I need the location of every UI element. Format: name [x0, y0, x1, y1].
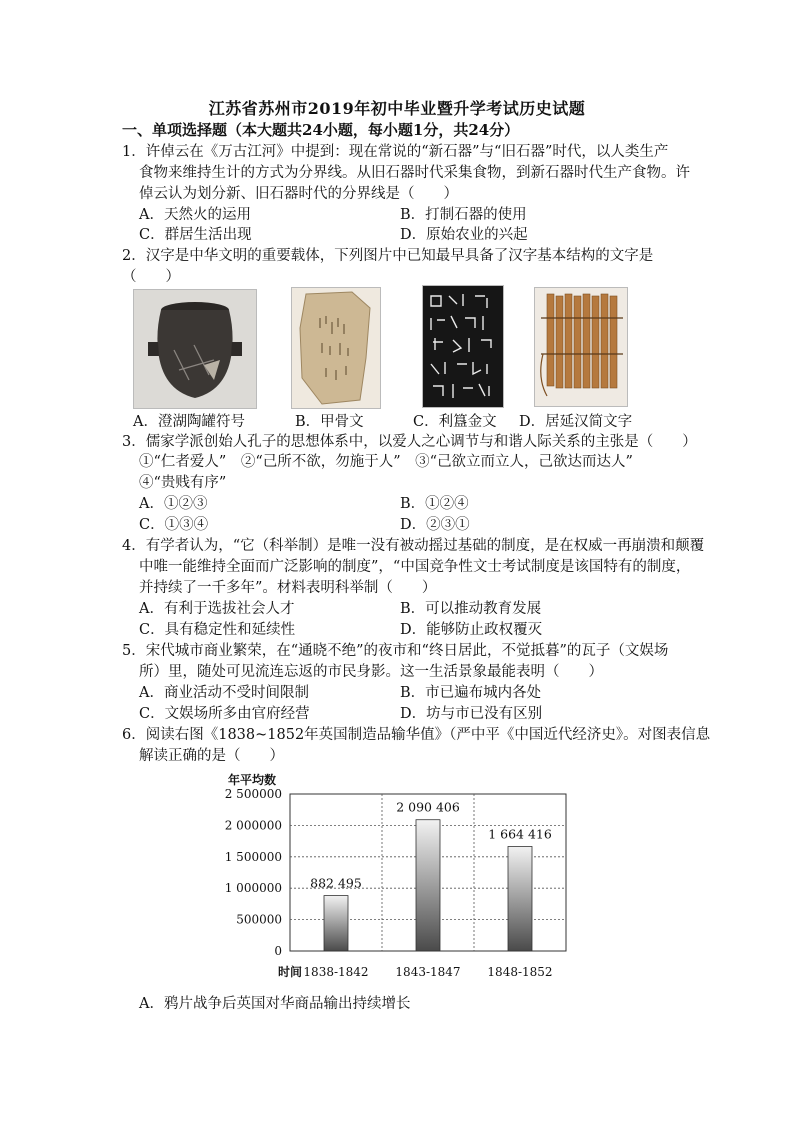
q5-option-d: D．坊与市已没有区别: [400, 706, 543, 722]
q4-option-a: A．有利于选拔社会人才: [139, 601, 295, 617]
q5-option-a: A．商业活动不受时间限制: [139, 685, 309, 701]
q1-option-a: A．天然火的运用: [139, 207, 251, 223]
q1-line-2: 食物来维持生计的方式为分界线。从旧石器时代采集食物，到新石器时代生产食物。许: [139, 165, 690, 181]
q6-line-2: 解读正确的是（ ）: [139, 748, 284, 764]
q1-line-3: 倬云认为划分新、旧石器时代的分界线是（ ）: [139, 186, 458, 202]
x-tick-label: 1838-1842: [303, 965, 369, 979]
y-tick-label: 2 500000: [224, 787, 282, 801]
q6-line-1: 6．阅读右图《1838~1852年英国制造品输华值》（严中平《中国近代经济史》。对图表信息: [122, 727, 711, 743]
export-value-chart: [220, 768, 590, 988]
pottery-jar-image: [133, 289, 257, 409]
oracle-bone-image: [291, 287, 381, 409]
y-tick-label: 500000: [236, 912, 282, 927]
q2-caption-a: A．澄湖陶罐符号: [133, 414, 245, 430]
y-tick-labels: [225, 787, 282, 958]
x-tick-labels: [303, 965, 552, 979]
q3-line-3: ④“贵贱有序”: [139, 475, 227, 491]
q2-line-1: 2．汉字是中华文明的重要载体，下列图片中已知最早具备了汉字基本结构的文字是: [122, 248, 654, 264]
bar-1848-1852: [508, 846, 532, 951]
q3-line-1: 3．儒家学派创始人孔子的思想体系中，以爱人之心调节与和谐人际关系的主张是（ ）: [122, 434, 697, 450]
han-bamboo-slips-image: [534, 287, 628, 407]
bronze-inscription-image: [422, 285, 504, 408]
q1-option-d: D．原始农业的兴起: [400, 227, 528, 243]
exam-title: 江苏省苏州市2019年初中毕业暨升学考试历史试题: [208, 99, 586, 118]
q5-option-b: B．市已遍布城内各处: [400, 685, 542, 701]
x-tick-label: 1848-1852: [487, 965, 553, 979]
chart-xlabel: 时间: [278, 965, 303, 979]
q2-caption-d: D．居延汉简文字: [519, 414, 633, 430]
q4-option-b: B．可以推动教育发展: [400, 601, 542, 617]
y-tick-label: 0: [274, 944, 282, 958]
q1-line-1: 1．许倬云在《万古江河》中提到：现在常说的“新石器”与“旧石器”时代，以人类生产: [122, 144, 669, 160]
q4-option-d: D．能够防止政权覆灭: [400, 622, 543, 638]
bar-value-label: 1 664 416: [488, 826, 552, 842]
q4-line-1: 4．有学者认为，“它（科举制）是唯一没有被动摇过基础的制度，是在权威一再崩溃和颠覆: [122, 538, 705, 554]
bar-value-label: 2 090 406: [396, 799, 460, 815]
y-tick-label: 1 500000: [224, 849, 282, 864]
q2-caption-b: B．甲骨文: [295, 414, 364, 430]
q5-line-1: 5．宋代城市商业繁荣，在“通晓不绝”的夜市和“终日居此，不觉抵暮”的瓦子（文娱场: [122, 643, 669, 659]
q2-caption-c: C．利簋金文: [413, 414, 497, 430]
q1-option-c: C．群居生活出现: [139, 227, 252, 243]
chart-ylabel: 年平均数: [228, 773, 277, 787]
q5-option-c: C．文娱场所多由官府经营: [139, 706, 310, 722]
q3-option-b: B．①②④: [400, 496, 469, 512]
q3-option-a: A．①②③: [139, 496, 208, 512]
bar-1838-1842: [324, 896, 348, 951]
q3-option-c: C．①③④: [139, 517, 209, 533]
q3-line-2: ①“仁者爱人” ②“己所不欲，勿施于人” ③“己欲立而立人，己欲达而达人”: [139, 454, 633, 470]
q4-option-c: C．具有稳定性和延续性: [139, 622, 296, 638]
q2-line-2: （ ）: [122, 269, 180, 285]
q6-option-a: A．鸦片战争后英国对华商品输出持续增长: [139, 996, 411, 1012]
bars: [310, 800, 552, 951]
q4-line-3: 并持续了一千多年”。材料表明科举制（ ）: [139, 580, 437, 596]
y-tick-label: 1 000000: [224, 881, 282, 896]
q5-line-2: 所）里，随处可见流连忘返的市民身影。这一生活景象最能表明（ ）: [139, 664, 603, 680]
q3-option-d: D．②③①: [400, 517, 470, 533]
y-tick-label: 2 000000: [224, 818, 282, 833]
bar-value-label: 882 495: [310, 875, 362, 891]
q4-line-2: 中唯一能维持全面而广泛影响的制度”，“中国竞争性文士考试制度是该国特有的制度，: [139, 559, 691, 575]
bar-1843-1847: [416, 820, 440, 951]
section-heading: 一、单项选择题（本大题共24小题，每小题1分，共24分）: [122, 121, 520, 139]
x-tick-label: 1843-1847: [395, 965, 461, 979]
q1-option-b: B．打制石器的使用: [400, 207, 527, 223]
